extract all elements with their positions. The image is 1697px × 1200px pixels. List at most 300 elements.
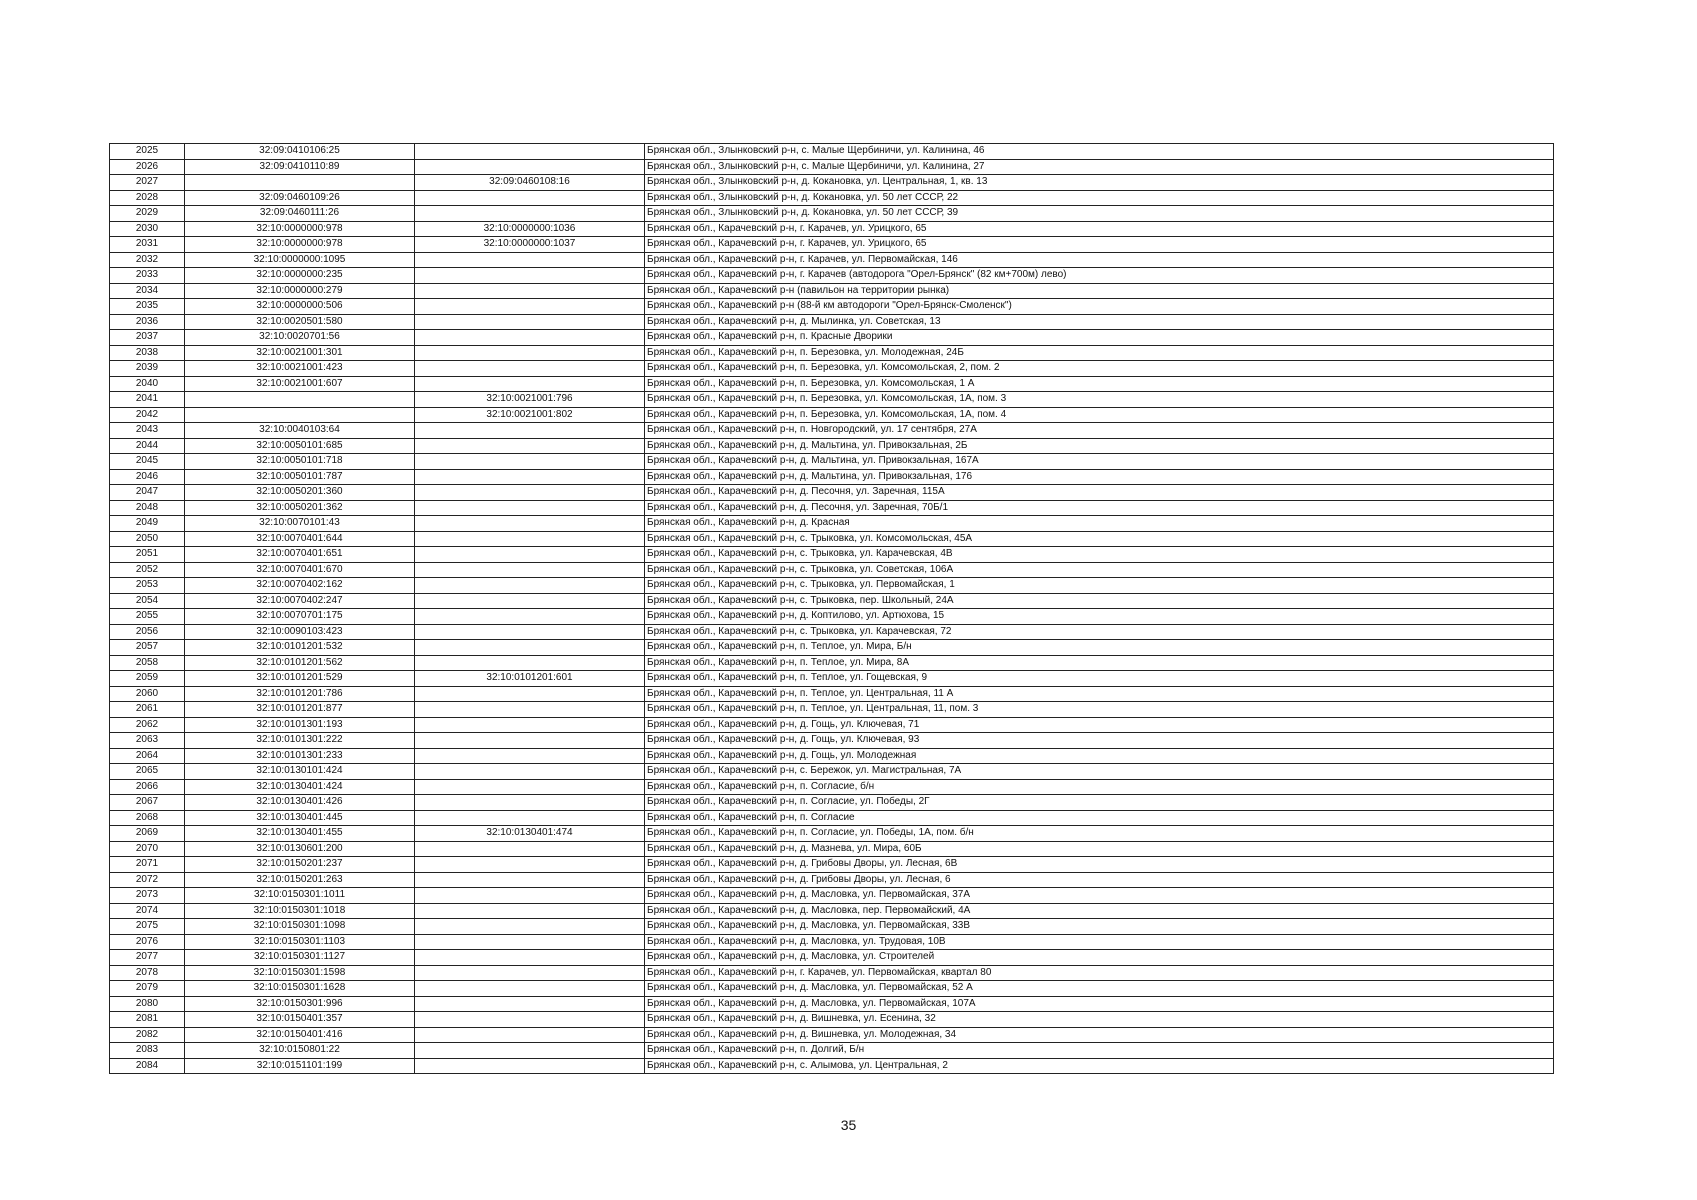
cadastral-number-cell: 32:10:0070401:651 — [185, 547, 415, 563]
related-cadastral-number-cell — [415, 500, 645, 516]
address-cell: Брянская обл., Карачевский р-н, д. Масловка, ул. Первомайская, 37А — [645, 888, 1554, 904]
cadastral-number-cell: 32:10:0021001:423 — [185, 361, 415, 377]
row-number-cell: 2069 — [110, 826, 185, 842]
cadastral-number-cell: 32:10:0101301:193 — [185, 717, 415, 733]
cadastral-number-cell: 32:10:0130601:200 — [185, 841, 415, 857]
cadastral-number-cell: 32:10:0050201:360 — [185, 485, 415, 501]
related-cadastral-number-cell — [415, 934, 645, 950]
cadastral-number-cell: 32:10:0090103:423 — [185, 624, 415, 640]
address-cell: Брянская обл., Карачевский р-н, д. Грибовы Дворы, ул. Лесная, 6В — [645, 857, 1554, 873]
row-number-cell: 2032 — [110, 252, 185, 268]
address-cell: Брянская обл., Карачевский р-н, д. Песочня, ул. Заречная, 115А — [645, 485, 1554, 501]
table-row — [110, 950, 1554, 966]
related-cadastral-number-cell: 32:10:0101201:601 — [415, 671, 645, 687]
address-cell: Брянская обл., Карачевский р-н, п. Новгородский, ул. 17 сентября, 27А — [645, 423, 1554, 439]
related-cadastral-number-cell — [415, 516, 645, 532]
related-cadastral-number-cell — [415, 438, 645, 454]
row-number-cell: 2068 — [110, 810, 185, 826]
address-cell: Брянская обл., Карачевский р-н, д. Мылинка, ул. Советская, 13 — [645, 314, 1554, 330]
related-cadastral-number-cell — [415, 857, 645, 873]
related-cadastral-number-cell — [415, 841, 645, 857]
table-row — [110, 934, 1554, 950]
table-row — [110, 299, 1554, 315]
cadastral-number-cell: 32:10:0150301:996 — [185, 996, 415, 1012]
address-cell: Брянская обл., Карачевский р-н, д. Мальтина, ул. Привокзальная, 167А — [645, 454, 1554, 470]
row-number-cell: 2030 — [110, 221, 185, 237]
address-cell: Брянская обл., Карачевский р-н, д. Масловка, ул. Трудовая, 10В — [645, 934, 1554, 950]
table-row — [110, 314, 1554, 330]
row-number-cell: 2037 — [110, 330, 185, 346]
page-number: 35 — [840, 1117, 857, 1133]
table-row — [110, 624, 1554, 640]
related-cadastral-number-cell — [415, 1027, 645, 1043]
cadastral-number-cell: 32:10:0130401:445 — [185, 810, 415, 826]
row-number-cell: 2028 — [110, 190, 185, 206]
cadastral-number-cell: 32:10:0150301:1127 — [185, 950, 415, 966]
related-cadastral-number-cell — [415, 562, 645, 578]
related-cadastral-number-cell — [415, 1058, 645, 1074]
cadastral-number-cell: 32:10:0150401:416 — [185, 1027, 415, 1043]
address-cell: Брянская обл., Карачевский р-н, д. Мазнева, ул. Мира, 60Б — [645, 841, 1554, 857]
address-cell: Брянская обл., Карачевский р-н, п. Березовка, ул. Комсомольская, 2, пом. 2 — [645, 361, 1554, 377]
cadastral-number-cell: 32:10:0070701:175 — [185, 609, 415, 625]
row-number-cell: 2055 — [110, 609, 185, 625]
row-number-cell: 2046 — [110, 469, 185, 485]
related-cadastral-number-cell — [415, 485, 645, 501]
cadastral-number-cell: 32:10:0150801:22 — [185, 1043, 415, 1059]
row-number-cell: 2043 — [110, 423, 185, 439]
related-cadastral-number-cell — [415, 206, 645, 222]
related-cadastral-number-cell — [415, 376, 645, 392]
cadastral-number-cell: 32:10:0101201:532 — [185, 640, 415, 656]
cadastral-number-cell: 32:10:0150201:237 — [185, 857, 415, 873]
row-number-cell: 2054 — [110, 593, 185, 609]
row-number-cell: 2053 — [110, 578, 185, 594]
row-number-cell: 2033 — [110, 268, 185, 284]
table-row — [110, 857, 1554, 873]
row-number-cell: 2059 — [110, 671, 185, 687]
row-number-cell: 2042 — [110, 407, 185, 423]
table-row — [110, 717, 1554, 733]
related-cadastral-number-cell — [415, 779, 645, 795]
related-cadastral-number-cell — [415, 748, 645, 764]
table-row — [110, 547, 1554, 563]
row-number-cell: 2056 — [110, 624, 185, 640]
address-cell: Брянская обл., Карачевский р-н, д. Грибовы Дворы, ул. Лесная, 6 — [645, 872, 1554, 888]
row-number-cell: 2036 — [110, 314, 185, 330]
address-cell: Брянская обл., Карачевский р-н, д. Красная — [645, 516, 1554, 532]
related-cadastral-number-cell — [415, 872, 645, 888]
table-row — [110, 1027, 1554, 1043]
address-cell: Брянская обл., Карачевский р-н, п. Согласие, ул. Победы, 2Г — [645, 795, 1554, 811]
cadastral-number-cell: 32:10:0000000:978 — [185, 237, 415, 253]
table-row — [110, 159, 1554, 175]
related-cadastral-number-cell — [415, 609, 645, 625]
address-cell: Брянская обл., Карачевский р-н, д. Масловка, ул. Строителей — [645, 950, 1554, 966]
address-cell: Брянская обл., Карачевский р-н, г. Карачев, ул. Урицкого, 65 — [645, 221, 1554, 237]
address-cell: Брянская обл., Карачевский р-н, п. Березовка, ул. Комсомольская, 1А, пом. 4 — [645, 407, 1554, 423]
related-cadastral-number-cell — [415, 640, 645, 656]
table-row — [110, 1012, 1554, 1028]
address-cell: Брянская обл., Карачевский р-н, с. Бережок, ул. Магистральная, 7А — [645, 764, 1554, 780]
row-number-cell: 2045 — [110, 454, 185, 470]
row-number-cell: 2079 — [110, 981, 185, 997]
related-cadastral-number-cell — [415, 283, 645, 299]
related-cadastral-number-cell — [415, 981, 645, 997]
cadastral-number-cell: 32:10:0150301:1011 — [185, 888, 415, 904]
table-row — [110, 361, 1554, 377]
related-cadastral-number-cell — [415, 159, 645, 175]
cadastral-number-cell: 32:10:0050101:685 — [185, 438, 415, 454]
cadastral-number-cell: 32:10:0130401:426 — [185, 795, 415, 811]
related-cadastral-number-cell — [415, 919, 645, 935]
address-cell: Брянская обл., Карачевский р-н, с. Алымова, ул. Центральная, 2 — [645, 1058, 1554, 1074]
address-cell: Брянская обл., Карачевский р-н, д. Гощь, ул. Молодежная — [645, 748, 1554, 764]
related-cadastral-number-cell — [415, 593, 645, 609]
table-row — [110, 237, 1554, 253]
address-cell: Брянская обл., Карачевский р-н, п. Теплое, ул. Мира, 8А — [645, 655, 1554, 671]
cadastral-number-cell: 32:10:0101301:222 — [185, 733, 415, 749]
address-cell: Брянская обл., Карачевский р-н, п. Теплое, ул. Центральная, 11, пом. 3 — [645, 702, 1554, 718]
address-cell: Брянская обл., Карачевский р-н, д. Мальтина, ул. Привокзальная, 176 — [645, 469, 1554, 485]
related-cadastral-number-cell — [415, 144, 645, 160]
row-number-cell: 2072 — [110, 872, 185, 888]
table-row — [110, 175, 1554, 191]
cadastral-number-cell: 32:10:0020701:56 — [185, 330, 415, 346]
row-number-cell: 2049 — [110, 516, 185, 532]
row-number-cell: 2057 — [110, 640, 185, 656]
address-cell: Брянская обл., Карачевский р-н, с. Трыковка, ул. Комсомольская, 45А — [645, 531, 1554, 547]
row-number-cell: 2044 — [110, 438, 185, 454]
table-row — [110, 206, 1554, 222]
table-row — [110, 779, 1554, 795]
row-number-cell: 2052 — [110, 562, 185, 578]
row-number-cell: 2051 — [110, 547, 185, 563]
address-cell: Брянская обл., Злынковский р-н, с. Малые Щербиничи, ул. Калинина, 46 — [645, 144, 1554, 160]
row-number-cell: 2082 — [110, 1027, 185, 1043]
row-number-cell: 2075 — [110, 919, 185, 935]
row-number-cell: 2060 — [110, 686, 185, 702]
cadastral-number-cell: 32:10:0000000:235 — [185, 268, 415, 284]
cadastral-number-cell: 32:10:0000000:978 — [185, 221, 415, 237]
address-cell: Брянская обл., Карачевский р-н, п. Березовка, ул. Комсомольская, 1 А — [645, 376, 1554, 392]
related-cadastral-number-cell — [415, 423, 645, 439]
cadastral-number-cell: 32:10:0070401:644 — [185, 531, 415, 547]
table-row — [110, 345, 1554, 361]
row-number-cell: 2078 — [110, 965, 185, 981]
registry-table — [109, 143, 1554, 1074]
related-cadastral-number-cell — [415, 655, 645, 671]
cadastral-number-cell — [185, 407, 415, 423]
related-cadastral-number-cell — [415, 795, 645, 811]
cadastral-number-cell: 32:10:0021001:301 — [185, 345, 415, 361]
related-cadastral-number-cell — [415, 624, 645, 640]
row-number-cell: 2050 — [110, 531, 185, 547]
related-cadastral-number-cell: 32:10:0000000:1037 — [415, 237, 645, 253]
table-row — [110, 640, 1554, 656]
table-row — [110, 221, 1554, 237]
address-cell: Брянская обл., Карачевский р-н, п. Теплое, ул. Мира, Б/н — [645, 640, 1554, 656]
cadastral-number-cell: 32:10:0070402:247 — [185, 593, 415, 609]
related-cadastral-number-cell — [415, 810, 645, 826]
address-cell: Брянская обл., Карачевский р-н, с. Трыковка, пер. Школьный, 24А — [645, 593, 1554, 609]
cadastral-number-cell: 32:10:0101201:562 — [185, 655, 415, 671]
table-row — [110, 888, 1554, 904]
address-cell: Брянская обл., Злынковский р-н, д. Кокановка, ул. 50 лет СССР, 39 — [645, 206, 1554, 222]
cadastral-number-cell: 32:10:0070402:162 — [185, 578, 415, 594]
address-cell: Брянская обл., Карачевский р-н, п. Согласие, ул. Победы, 1А, пом. б/н — [645, 826, 1554, 842]
table-row — [110, 438, 1554, 454]
cadastral-number-cell: 32:09:0410106:25 — [185, 144, 415, 160]
table-row — [110, 872, 1554, 888]
address-cell: Брянская обл., Карачевский р-н, п. Березовка, ул. Молодежная, 24Б — [645, 345, 1554, 361]
related-cadastral-number-cell: 32:10:0021001:802 — [415, 407, 645, 423]
related-cadastral-number-cell — [415, 702, 645, 718]
cadastral-number-cell: 32:10:0101301:233 — [185, 748, 415, 764]
related-cadastral-number-cell — [415, 686, 645, 702]
row-number-cell: 2080 — [110, 996, 185, 1012]
table-row — [110, 903, 1554, 919]
address-cell: Брянская обл., Карачевский р-н, д. Масловка, ул. Первомайская, 33В — [645, 919, 1554, 935]
table-row — [110, 485, 1554, 501]
row-number-cell: 2039 — [110, 361, 185, 377]
row-number-cell: 2061 — [110, 702, 185, 718]
address-cell: Брянская обл., Карачевский р-н, д. Масловка, пер. Первомайский, 4А — [645, 903, 1554, 919]
table-row — [110, 531, 1554, 547]
row-number-cell: 2071 — [110, 857, 185, 873]
address-cell: Брянская обл., Злынковский р-н, с. Малые Щербиничи, ул. Калинина, 27 — [645, 159, 1554, 175]
cadastral-number-cell: 32:10:0130401:455 — [185, 826, 415, 842]
row-number-cell: 2038 — [110, 345, 185, 361]
cadastral-number-cell: 32:09:0410110:89 — [185, 159, 415, 175]
cadastral-number-cell: 32:10:0151101:199 — [185, 1058, 415, 1074]
row-number-cell: 2031 — [110, 237, 185, 253]
row-number-cell: 2058 — [110, 655, 185, 671]
cadastral-number-cell: 32:10:0150301:1598 — [185, 965, 415, 981]
row-number-cell: 2027 — [110, 175, 185, 191]
table-row — [110, 733, 1554, 749]
cadastral-number-cell: 32:10:0101201:529 — [185, 671, 415, 687]
address-cell: Брянская обл., Карачевский р-н, д. Гощь, ул. Ключевая, 93 — [645, 733, 1554, 749]
address-cell: Брянская обл., Карачевский р-н, с. Трыковка, ул. Карачевская, 72 — [645, 624, 1554, 640]
cadastral-number-cell: 32:10:0150301:1098 — [185, 919, 415, 935]
related-cadastral-number-cell — [415, 268, 645, 284]
table-row — [110, 1058, 1554, 1074]
cadastral-number-cell: 32:10:0101201:877 — [185, 702, 415, 718]
table-row — [110, 516, 1554, 532]
related-cadastral-number-cell — [415, 950, 645, 966]
related-cadastral-number-cell — [415, 531, 645, 547]
related-cadastral-number-cell: 32:09:0460108:16 — [415, 175, 645, 191]
row-number-cell: 2081 — [110, 1012, 185, 1028]
address-cell: Брянская обл., Карачевский р-н, с. Трыковка, ул. Карачевская, 4В — [645, 547, 1554, 563]
related-cadastral-number-cell — [415, 299, 645, 315]
related-cadastral-number-cell: 32:10:0000000:1036 — [415, 221, 645, 237]
related-cadastral-number-cell — [415, 361, 645, 377]
address-cell: Брянская обл., Злынковский р-н, д. Кокановка, ул. 50 лет СССР, 22 — [645, 190, 1554, 206]
address-cell: Брянская обл., Карачевский р-н, п. Красные Дворики — [645, 330, 1554, 346]
address-cell: Брянская обл., Карачевский р-н, д. Песочня, ул. Заречная, 70Б/1 — [645, 500, 1554, 516]
related-cadastral-number-cell — [415, 996, 645, 1012]
related-cadastral-number-cell — [415, 314, 645, 330]
table-row — [110, 655, 1554, 671]
row-number-cell: 2065 — [110, 764, 185, 780]
row-number-cell: 2083 — [110, 1043, 185, 1059]
related-cadastral-number-cell — [415, 469, 645, 485]
address-cell: Брянская обл., Карачевский р-н, с. Трыковка, ул. Первомайская, 1 — [645, 578, 1554, 594]
row-number-cell: 2077 — [110, 950, 185, 966]
table-row — [110, 578, 1554, 594]
address-cell: Брянская обл., Злынковский р-н, д. Кокановка, ул. Центральная, 1, кв. 13 — [645, 175, 1554, 191]
cadastral-number-cell: 32:10:0020501:580 — [185, 314, 415, 330]
table-row — [110, 671, 1554, 687]
table-row — [110, 252, 1554, 268]
cadastral-number-cell: 32:10:0150301:1628 — [185, 981, 415, 997]
cadastral-number-cell: 32:10:0070401:670 — [185, 562, 415, 578]
table-row — [110, 376, 1554, 392]
table-row — [110, 268, 1554, 284]
address-cell: Брянская обл., Карачевский р-н, п. Долгий, Б/н — [645, 1043, 1554, 1059]
cadastral-number-cell: 32:10:0101201:786 — [185, 686, 415, 702]
row-number-cell: 2029 — [110, 206, 185, 222]
table-row — [110, 810, 1554, 826]
address-cell: Брянская обл., Карачевский р-н, д. Мальтина, ул. Привокзальная, 2Б — [645, 438, 1554, 454]
cadastral-number-cell: 32:10:0130401:424 — [185, 779, 415, 795]
row-number-cell: 2047 — [110, 485, 185, 501]
row-number-cell: 2073 — [110, 888, 185, 904]
address-cell: Брянская обл., Карачевский р-н, г. Карачев, ул. Первомайская, квартал 80 — [645, 965, 1554, 981]
table-row — [110, 919, 1554, 935]
cadastral-number-cell: 32:09:0460109:26 — [185, 190, 415, 206]
cadastral-number-cell: 32:10:0050101:718 — [185, 454, 415, 470]
row-number-cell: 2063 — [110, 733, 185, 749]
cadastral-number-cell — [185, 175, 415, 191]
table-row — [110, 330, 1554, 346]
cadastral-number-cell: 32:10:0070101:43 — [185, 516, 415, 532]
address-cell: Брянская обл., Карачевский р-н, г. Карачев (автодорога "Орел-Брянск" (82 км+700м) лево) — [645, 268, 1554, 284]
row-number-cell: 2070 — [110, 841, 185, 857]
address-cell: Брянская обл., Карачевский р-н, п. Березовка, ул. Комсомольская, 1А, пом. 3 — [645, 392, 1554, 408]
related-cadastral-number-cell — [415, 252, 645, 268]
table-row — [110, 454, 1554, 470]
table-row — [110, 562, 1554, 578]
row-number-cell: 2026 — [110, 159, 185, 175]
table-row — [110, 764, 1554, 780]
cadastral-number-cell: 32:10:0050201:362 — [185, 500, 415, 516]
table-row — [110, 609, 1554, 625]
related-cadastral-number-cell — [415, 764, 645, 780]
table-row — [110, 283, 1554, 299]
address-cell: Брянская обл., Карачевский р-н (88-й км автодороги "Орел-Брянск-Смоленск") — [645, 299, 1554, 315]
table-row — [110, 686, 1554, 702]
related-cadastral-number-cell — [415, 330, 645, 346]
row-number-cell: 2067 — [110, 795, 185, 811]
cadastral-number-cell: 32:09:0460111:26 — [185, 206, 415, 222]
table-row — [110, 500, 1554, 516]
row-number-cell: 2064 — [110, 748, 185, 764]
table-row — [110, 702, 1554, 718]
related-cadastral-number-cell — [415, 578, 645, 594]
table-row — [110, 826, 1554, 842]
related-cadastral-number-cell — [415, 454, 645, 470]
cadastral-number-cell: 32:10:0150201:263 — [185, 872, 415, 888]
related-cadastral-number-cell — [415, 903, 645, 919]
cadastral-number-cell — [185, 392, 415, 408]
cadastral-number-cell: 32:10:0000000:279 — [185, 283, 415, 299]
row-number-cell: 2035 — [110, 299, 185, 315]
related-cadastral-number-cell — [415, 965, 645, 981]
row-number-cell: 2048 — [110, 500, 185, 516]
row-number-cell: 2040 — [110, 376, 185, 392]
table-row — [110, 469, 1554, 485]
table-row — [110, 748, 1554, 764]
address-cell: Брянская обл., Карачевский р-н, д. Гощь, ул. Ключевая, 71 — [645, 717, 1554, 733]
table-row — [110, 841, 1554, 857]
cadastral-number-cell: 32:10:0150301:1018 — [185, 903, 415, 919]
related-cadastral-number-cell — [415, 547, 645, 563]
cadastral-number-cell: 32:10:0021001:607 — [185, 376, 415, 392]
table-row — [110, 965, 1554, 981]
cadastral-number-cell: 32:10:0040103:64 — [185, 423, 415, 439]
cadastral-number-cell: 32:10:0000000:1095 — [185, 252, 415, 268]
row-number-cell: 2074 — [110, 903, 185, 919]
row-number-cell: 2062 — [110, 717, 185, 733]
table-row — [110, 423, 1554, 439]
address-cell: Брянская обл., Карачевский р-н, п. Согласие — [645, 810, 1554, 826]
address-cell: Брянская обл., Карачевский р-н, д. Масловка, ул. Первомайская, 107А — [645, 996, 1554, 1012]
row-number-cell: 2066 — [110, 779, 185, 795]
cadastral-number-cell: 32:10:0000000:506 — [185, 299, 415, 315]
address-cell: Брянская обл., Карачевский р-н, д. Вишневка, ул. Есенина, 32 — [645, 1012, 1554, 1028]
cadastral-number-cell: 32:10:0150301:1103 — [185, 934, 415, 950]
table-row — [110, 190, 1554, 206]
related-cadastral-number-cell — [415, 345, 645, 361]
address-cell: Брянская обл., Карачевский р-н, д. Вишневка, ул. Молодежная, 34 — [645, 1027, 1554, 1043]
row-number-cell: 2041 — [110, 392, 185, 408]
related-cadastral-number-cell — [415, 1043, 645, 1059]
cadastral-number-cell: 32:10:0050101:787 — [185, 469, 415, 485]
address-cell: Брянская обл., Карачевский р-н, п. Теплое, ул. Центральная, 11 А — [645, 686, 1554, 702]
table-row — [110, 981, 1554, 997]
cadastral-number-cell: 32:10:0130101:424 — [185, 764, 415, 780]
address-cell: Брянская обл., Карачевский р-н, с. Трыковка, ул. Советская, 106А — [645, 562, 1554, 578]
related-cadastral-number-cell — [415, 1012, 645, 1028]
table-row — [110, 996, 1554, 1012]
row-number-cell: 2034 — [110, 283, 185, 299]
related-cadastral-number-cell: 32:10:0021001:796 — [415, 392, 645, 408]
table-row — [110, 593, 1554, 609]
table-row — [110, 144, 1554, 160]
related-cadastral-number-cell — [415, 717, 645, 733]
row-number-cell: 2084 — [110, 1058, 185, 1074]
address-cell: Брянская обл., Карачевский р-н, п. Согласие, б/н — [645, 779, 1554, 795]
table-row — [110, 392, 1554, 408]
row-number-cell: 2025 — [110, 144, 185, 160]
cadastral-number-cell: 32:10:0150401:357 — [185, 1012, 415, 1028]
related-cadastral-number-cell — [415, 190, 645, 206]
address-cell: Брянская обл., Карачевский р-н, г. Карачев, ул. Первомайская, 146 — [645, 252, 1554, 268]
row-number-cell: 2076 — [110, 934, 185, 950]
address-cell: Брянская обл., Карачевский р-н, д. Масловка, ул. Первомайская, 52 А — [645, 981, 1554, 997]
address-cell: Брянская обл., Карачевский р-н, п. Теплое, ул. Гощевская, 9 — [645, 671, 1554, 687]
registry-table-body — [110, 144, 1554, 1074]
related-cadastral-number-cell: 32:10:0130401:474 — [415, 826, 645, 842]
address-cell: Брянская обл., Карачевский р-н, г. Карачев, ул. Урицкого, 65 — [645, 237, 1554, 253]
table-row — [110, 1043, 1554, 1059]
table-row — [110, 407, 1554, 423]
related-cadastral-number-cell — [415, 733, 645, 749]
address-cell: Брянская обл., Карачевский р-н, д. Коптилово, ул. Артюхова, 15 — [645, 609, 1554, 625]
